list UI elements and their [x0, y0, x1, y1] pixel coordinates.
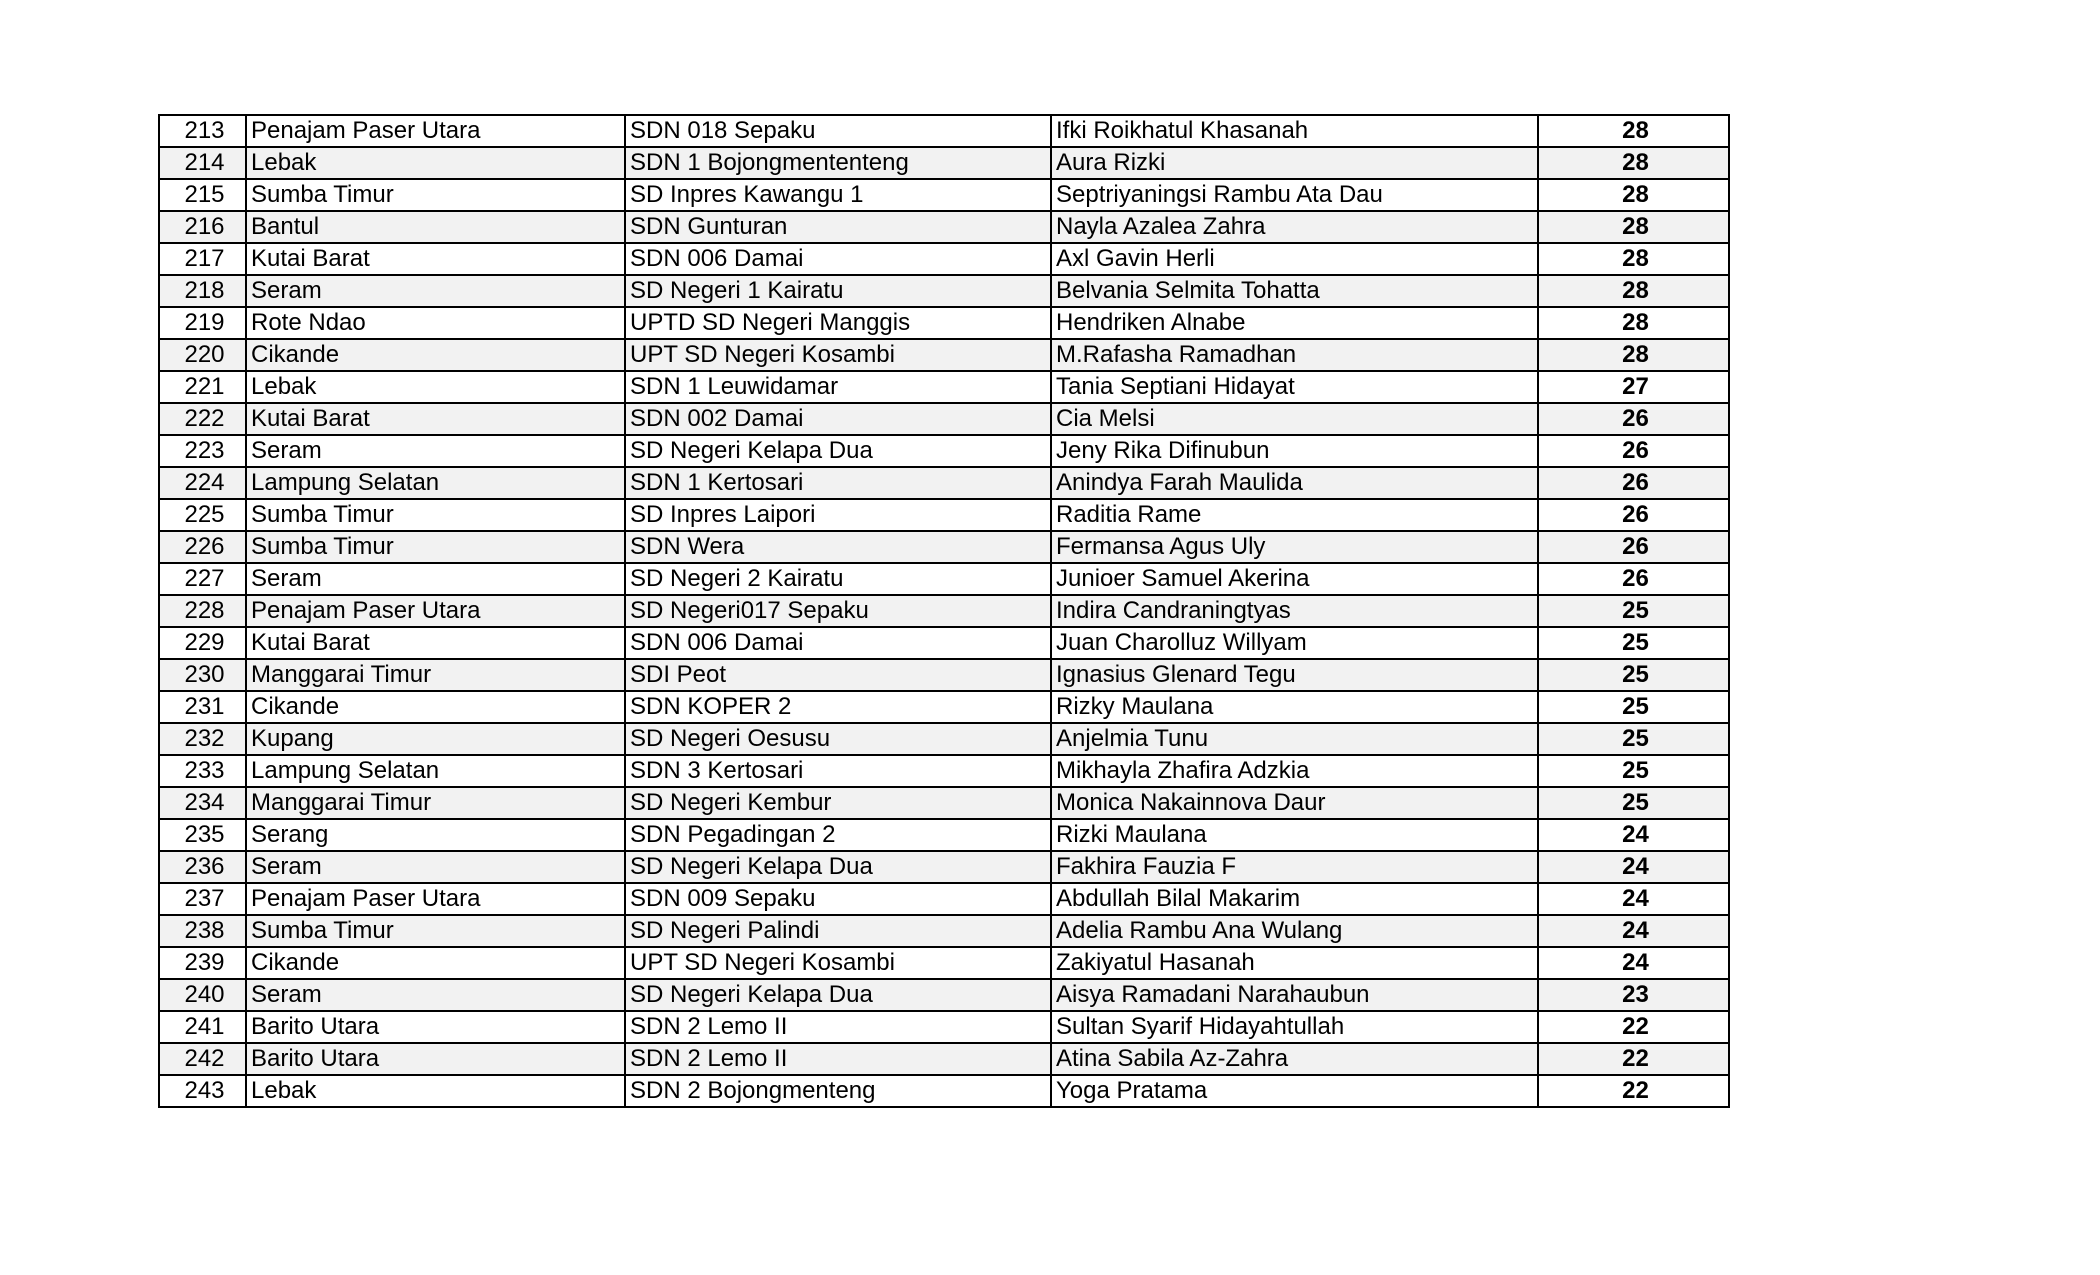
region-cell: Seram [246, 435, 625, 467]
score-cell: 22 [1538, 1011, 1729, 1043]
school-cell: SDN 006 Damai [625, 243, 1051, 275]
row-number-cell: 218 [159, 275, 246, 307]
score-cell: 26 [1538, 531, 1729, 563]
school-cell: SDN 2 Lemo II [625, 1043, 1051, 1075]
table-row [159, 211, 1729, 243]
school-cell: UPT SD Negeri Kosambi [625, 339, 1051, 371]
region-cell: Manggarai Timur [246, 659, 625, 691]
student-name-cell: Ifki Roikhatul Khasanah [1051, 115, 1538, 147]
row-number-cell: 225 [159, 499, 246, 531]
region-cell: Cikande [246, 339, 625, 371]
student-name-cell: Fermansa Agus Uly [1051, 531, 1538, 563]
table-row [159, 1011, 1729, 1043]
region-cell: Kutai Barat [246, 403, 625, 435]
row-number-cell: 219 [159, 307, 246, 339]
student-name-cell: Anjelmia Tunu [1051, 723, 1538, 755]
table-row [159, 755, 1729, 787]
student-name-cell: Cia Melsi [1051, 403, 1538, 435]
score-cell: 28 [1538, 211, 1729, 243]
school-cell: SDN 018 Sepaku [625, 115, 1051, 147]
student-name-cell: Aura Rizki [1051, 147, 1538, 179]
row-number-cell: 217 [159, 243, 246, 275]
score-cell: 23 [1538, 979, 1729, 1011]
score-cell: 25 [1538, 595, 1729, 627]
region-cell: Kutai Barat [246, 627, 625, 659]
table-row [159, 179, 1729, 211]
table-row [159, 691, 1729, 723]
table-row [159, 723, 1729, 755]
table-row [159, 307, 1729, 339]
region-cell: Sumba Timur [246, 499, 625, 531]
score-cell: 28 [1538, 339, 1729, 371]
student-name-cell: Indira Candraningtyas [1051, 595, 1538, 627]
row-number-cell: 226 [159, 531, 246, 563]
row-number-cell: 213 [159, 115, 246, 147]
region-cell: Sumba Timur [246, 531, 625, 563]
score-cell: 22 [1538, 1075, 1729, 1107]
school-cell: SDN 006 Damai [625, 627, 1051, 659]
student-name-cell: Rizki Maulana [1051, 819, 1538, 851]
table-row [159, 1075, 1729, 1107]
school-cell: SDN 1 Kertosari [625, 467, 1051, 499]
row-number-cell: 243 [159, 1075, 246, 1107]
score-cell: 24 [1538, 947, 1729, 979]
table-row [159, 435, 1729, 467]
table-row [159, 275, 1729, 307]
table-row [159, 499, 1729, 531]
row-number-cell: 223 [159, 435, 246, 467]
school-cell: SD Negeri 2 Kairatu [625, 563, 1051, 595]
table-row [159, 787, 1729, 819]
region-cell: Manggarai Timur [246, 787, 625, 819]
student-name-cell: Tania Septiani Hidayat [1051, 371, 1538, 403]
row-number-cell: 229 [159, 627, 246, 659]
score-cell: 25 [1538, 691, 1729, 723]
school-cell: SD Negeri Palindi [625, 915, 1051, 947]
row-number-cell: 216 [159, 211, 246, 243]
table-row [159, 915, 1729, 947]
student-name-cell: Monica Nakainnova Daur [1051, 787, 1538, 819]
table-row [159, 115, 1729, 147]
score-cell: 26 [1538, 403, 1729, 435]
row-number-cell: 240 [159, 979, 246, 1011]
school-cell: SD Negeri Kelapa Dua [625, 435, 1051, 467]
row-number-cell: 227 [159, 563, 246, 595]
score-cell: 24 [1538, 851, 1729, 883]
table-row [159, 947, 1729, 979]
region-cell: Seram [246, 275, 625, 307]
region-cell: Lebak [246, 1075, 625, 1107]
student-name-cell: Raditia Rame [1051, 499, 1538, 531]
table-body [159, 115, 1729, 1107]
table-row [159, 1043, 1729, 1075]
row-number-cell: 236 [159, 851, 246, 883]
school-cell: SDN 3 Kertosari [625, 755, 1051, 787]
score-cell: 25 [1538, 787, 1729, 819]
row-number-cell: 231 [159, 691, 246, 723]
school-cell: SDN 009 Sepaku [625, 883, 1051, 915]
region-cell: Barito Utara [246, 1043, 625, 1075]
school-cell: SD Negeri Oesusu [625, 723, 1051, 755]
student-name-cell: Mikhayla Zhafira Adzkia [1051, 755, 1538, 787]
student-name-cell: Anindya Farah Maulida [1051, 467, 1538, 499]
table-row [159, 403, 1729, 435]
table-row [159, 627, 1729, 659]
table-row [159, 595, 1729, 627]
table-row [159, 339, 1729, 371]
row-number-cell: 214 [159, 147, 246, 179]
student-name-cell: Belvania Selmita Tohatta [1051, 275, 1538, 307]
student-name-cell: Fakhira Fauzia F [1051, 851, 1538, 883]
school-cell: SDN 1 Leuwidamar [625, 371, 1051, 403]
row-number-cell: 237 [159, 883, 246, 915]
region-cell: Sumba Timur [246, 179, 625, 211]
school-cell: SD Negeri Kelapa Dua [625, 979, 1051, 1011]
score-cell: 28 [1538, 307, 1729, 339]
row-number-cell: 220 [159, 339, 246, 371]
school-cell: SDN KOPER 2 [625, 691, 1051, 723]
row-number-cell: 215 [159, 179, 246, 211]
region-cell: Barito Utara [246, 1011, 625, 1043]
score-cell: 28 [1538, 243, 1729, 275]
region-cell: Cikande [246, 691, 625, 723]
row-number-cell: 234 [159, 787, 246, 819]
table-row [159, 659, 1729, 691]
row-number-cell: 224 [159, 467, 246, 499]
table-row [159, 531, 1729, 563]
score-cell: 27 [1538, 371, 1729, 403]
table-row [159, 243, 1729, 275]
region-cell: Bantul [246, 211, 625, 243]
student-name-cell: Hendriken Alnabe [1051, 307, 1538, 339]
score-cell: 26 [1538, 563, 1729, 595]
region-cell: Lebak [246, 371, 625, 403]
school-cell: SDN 1 Bojongmententeng [625, 147, 1051, 179]
score-cell: 25 [1538, 723, 1729, 755]
region-cell: Penajam Paser Utara [246, 883, 625, 915]
score-cell: 26 [1538, 499, 1729, 531]
table-row [159, 371, 1729, 403]
student-name-cell: Jeny Rika Difinubun [1051, 435, 1538, 467]
row-number-cell: 222 [159, 403, 246, 435]
score-cell: 25 [1538, 627, 1729, 659]
score-cell: 24 [1538, 915, 1729, 947]
score-cell: 25 [1538, 659, 1729, 691]
student-name-cell: Ignasius Glenard Tegu [1051, 659, 1538, 691]
student-name-cell: Rizky Maulana [1051, 691, 1538, 723]
region-cell: Penajam Paser Utara [246, 595, 625, 627]
score-cell: 26 [1538, 467, 1729, 499]
student-name-cell: Adelia Rambu Ana Wulang [1051, 915, 1538, 947]
row-number-cell: 228 [159, 595, 246, 627]
school-cell: SD Inpres Laipori [625, 499, 1051, 531]
score-cell: 28 [1538, 115, 1729, 147]
results-table [158, 114, 1730, 1108]
school-cell: SDI Peot [625, 659, 1051, 691]
student-name-cell: Juan Charolluz Willyam [1051, 627, 1538, 659]
student-name-cell: Axl Gavin Herli [1051, 243, 1538, 275]
row-number-cell: 235 [159, 819, 246, 851]
score-cell: 28 [1538, 179, 1729, 211]
row-number-cell: 242 [159, 1043, 246, 1075]
table-row [159, 979, 1729, 1011]
student-name-cell: M.Rafasha Ramadhan [1051, 339, 1538, 371]
row-number-cell: 241 [159, 1011, 246, 1043]
school-cell: SD Negeri Kembur [625, 787, 1051, 819]
table-row [159, 147, 1729, 179]
school-cell: SD Negeri017 Sepaku [625, 595, 1051, 627]
student-name-cell: Zakiyatul Hasanah [1051, 947, 1538, 979]
student-name-cell: Yoga Pratama [1051, 1075, 1538, 1107]
row-number-cell: 221 [159, 371, 246, 403]
student-name-cell: Abdullah Bilal Makarim [1051, 883, 1538, 915]
score-cell: 24 [1538, 883, 1729, 915]
region-cell: Seram [246, 851, 625, 883]
region-cell: Seram [246, 563, 625, 595]
school-cell: SD Inpres Kawangu 1 [625, 179, 1051, 211]
school-cell: SDN Wera [625, 531, 1051, 563]
score-cell: 26 [1538, 435, 1729, 467]
region-cell: Kupang [246, 723, 625, 755]
results-sheet [158, 114, 1730, 1108]
school-cell: SD Negeri 1 Kairatu [625, 275, 1051, 307]
table-row [159, 883, 1729, 915]
region-cell: Lampung Selatan [246, 755, 625, 787]
school-cell: SDN Pegadingan 2 [625, 819, 1051, 851]
score-cell: 22 [1538, 1043, 1729, 1075]
region-cell: Cikande [246, 947, 625, 979]
school-cell: SDN 002 Damai [625, 403, 1051, 435]
student-name-cell: Aisya Ramadani Narahaubun [1051, 979, 1538, 1011]
region-cell: Sumba Timur [246, 915, 625, 947]
score-cell: 28 [1538, 147, 1729, 179]
score-cell: 28 [1538, 275, 1729, 307]
region-cell: Rote Ndao [246, 307, 625, 339]
row-number-cell: 230 [159, 659, 246, 691]
region-cell: Lampung Selatan [246, 467, 625, 499]
score-cell: 24 [1538, 819, 1729, 851]
school-cell: SDN 2 Bojongmenteng [625, 1075, 1051, 1107]
student-name-cell: Sultan Syarif Hidayahtullah [1051, 1011, 1538, 1043]
row-number-cell: 238 [159, 915, 246, 947]
region-cell: Lebak [246, 147, 625, 179]
row-number-cell: 233 [159, 755, 246, 787]
student-name-cell: Junioer Samuel Akerina [1051, 563, 1538, 595]
score-cell: 25 [1538, 755, 1729, 787]
student-name-cell: Septriyaningsi Rambu Ata Dau [1051, 179, 1538, 211]
school-cell: UPT SD Negeri Kosambi [625, 947, 1051, 979]
region-cell: Seram [246, 979, 625, 1011]
table-row [159, 851, 1729, 883]
region-cell: Serang [246, 819, 625, 851]
school-cell: SDN 2 Lemo II [625, 1011, 1051, 1043]
region-cell: Kutai Barat [246, 243, 625, 275]
table-row [159, 563, 1729, 595]
region-cell: Penajam Paser Utara [246, 115, 625, 147]
school-cell: SD Negeri Kelapa Dua [625, 851, 1051, 883]
row-number-cell: 232 [159, 723, 246, 755]
row-number-cell: 239 [159, 947, 246, 979]
table-row [159, 467, 1729, 499]
school-cell: SDN Gunturan [625, 211, 1051, 243]
table-row [159, 819, 1729, 851]
student-name-cell: Atina Sabila Az-Zahra [1051, 1043, 1538, 1075]
student-name-cell: Nayla Azalea Zahra [1051, 211, 1538, 243]
school-cell: UPTD SD Negeri Manggis [625, 307, 1051, 339]
